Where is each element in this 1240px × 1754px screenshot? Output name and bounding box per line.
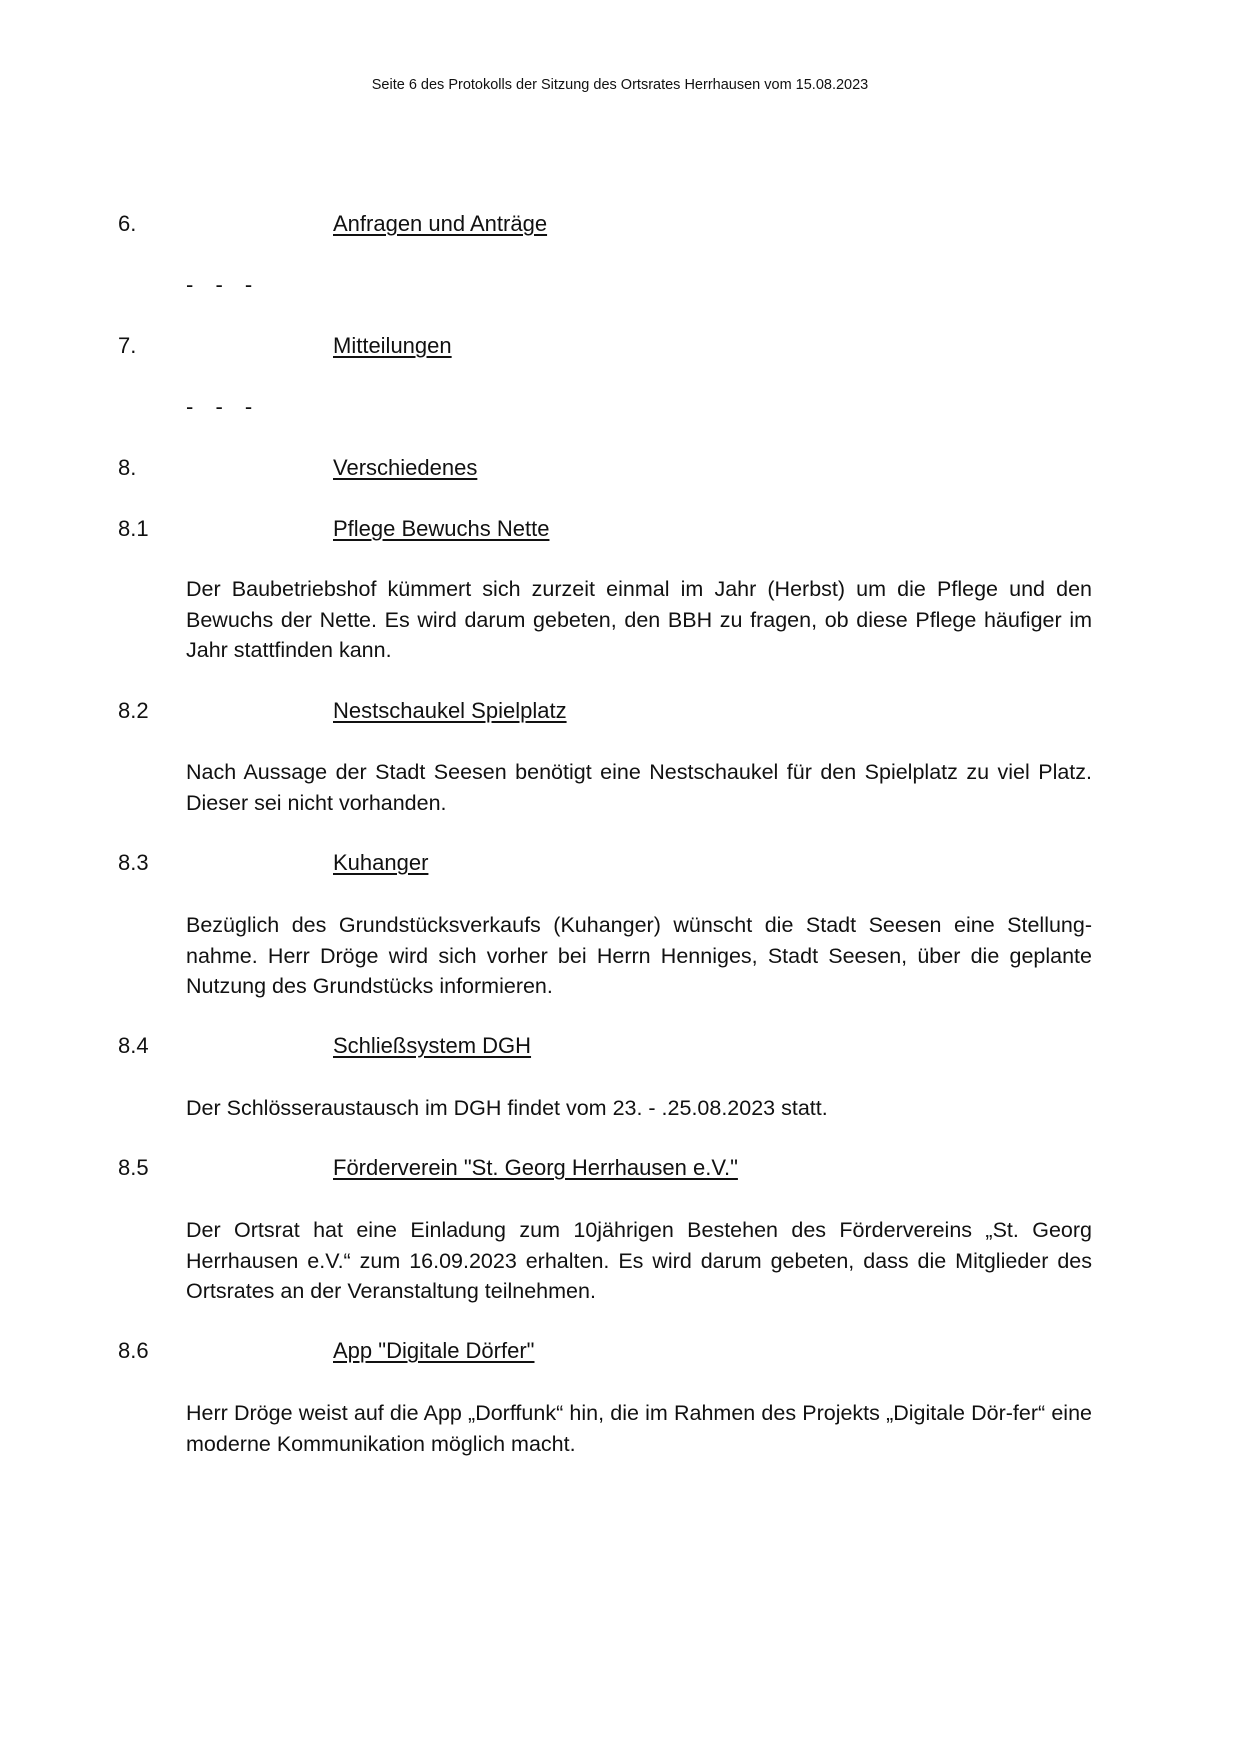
section-title: Anfragen und Anträge <box>333 211 548 236</box>
section-title: Schließsystem DGH <box>333 1033 532 1058</box>
section-paragraph: Nach Aussage der Stadt Seesen benötigt eine Nestschaukel für den Spielplatz zu viel Platz. Dieser sei nicht vorhanden. <box>186 760 1092 815</box>
section-number: 8. <box>118 455 137 480</box>
section-paragraph: Bezüglich des Grundstücksverkaufs (Kuhanger) wünscht die Stadt Seesen eine Stellung-nahme. Herr Dröge wird sich vorher bei Herrn Henniges, Stadt Seesen, über die geplante Nutzung des Grundstücks informieren. <box>186 913 1092 998</box>
section-number: 6. <box>118 211 137 236</box>
section-number: 7. <box>118 333 137 358</box>
section-title: App "Digitale Dörfer" <box>333 1338 535 1363</box>
section-paragraph: Der Baubetriebshof kümmert sich zurzeit einmal im Jahr (Herbst) um die Pflege und den Bewuchs der Nette. Es wird darum gebeten, den BBH zu fragen, ob diese Pflege häufiger im Jahr stattfinden kann. <box>186 577 1092 662</box>
section-number: 8.1 <box>118 516 149 541</box>
section-title: Mitteilungen <box>333 333 452 358</box>
section-paragraph: Der Schlösseraustausch im DGH findet vom 23. - .25.08.2023 statt. <box>186 1096 828 1120</box>
section-number: 8.2 <box>118 698 149 723</box>
section-title: Pflege Bewuchs Nette <box>333 516 550 541</box>
page-header: Seite 6 des Protokolls der Sitzung des Ortsrates Herrhausen vom 15.08.2023 <box>371 77 869 93</box>
section-title: Nestschaukel Spielplatz <box>333 698 567 723</box>
section-title: Förderverein "St. Georg Herrhausen e.V." <box>333 1155 738 1180</box>
section-paragraph: Herr Dröge weist auf die App „Dorffunk“ hin, die im Rahmen des Projekts „Digitale Dör-fer“ eine moderne Kommunikation möglich macht. <box>186 1401 1092 1456</box>
empty-marker: - - - <box>186 272 261 297</box>
section-number: 8.4 <box>118 1033 149 1058</box>
empty-marker: - - - <box>186 394 261 419</box>
section-paragraph: Der Ortsrat hat eine Einladung zum 10jährigen Bestehen des Fördervereins „St. Georg Herrhausen e.V.“ zum 16.09.2023 erhalten. Es wird darum gebeten, dass die Mitglieder des Ortsrates an der Veranstaltung teilnehmen. <box>186 1218 1092 1303</box>
section-number: 8.6 <box>118 1338 149 1363</box>
section-title: Verschiedenes <box>333 455 478 480</box>
section-title: Kuhanger <box>333 850 429 875</box>
section-number: 8.3 <box>118 850 149 875</box>
section-number: 8.5 <box>118 1155 149 1180</box>
